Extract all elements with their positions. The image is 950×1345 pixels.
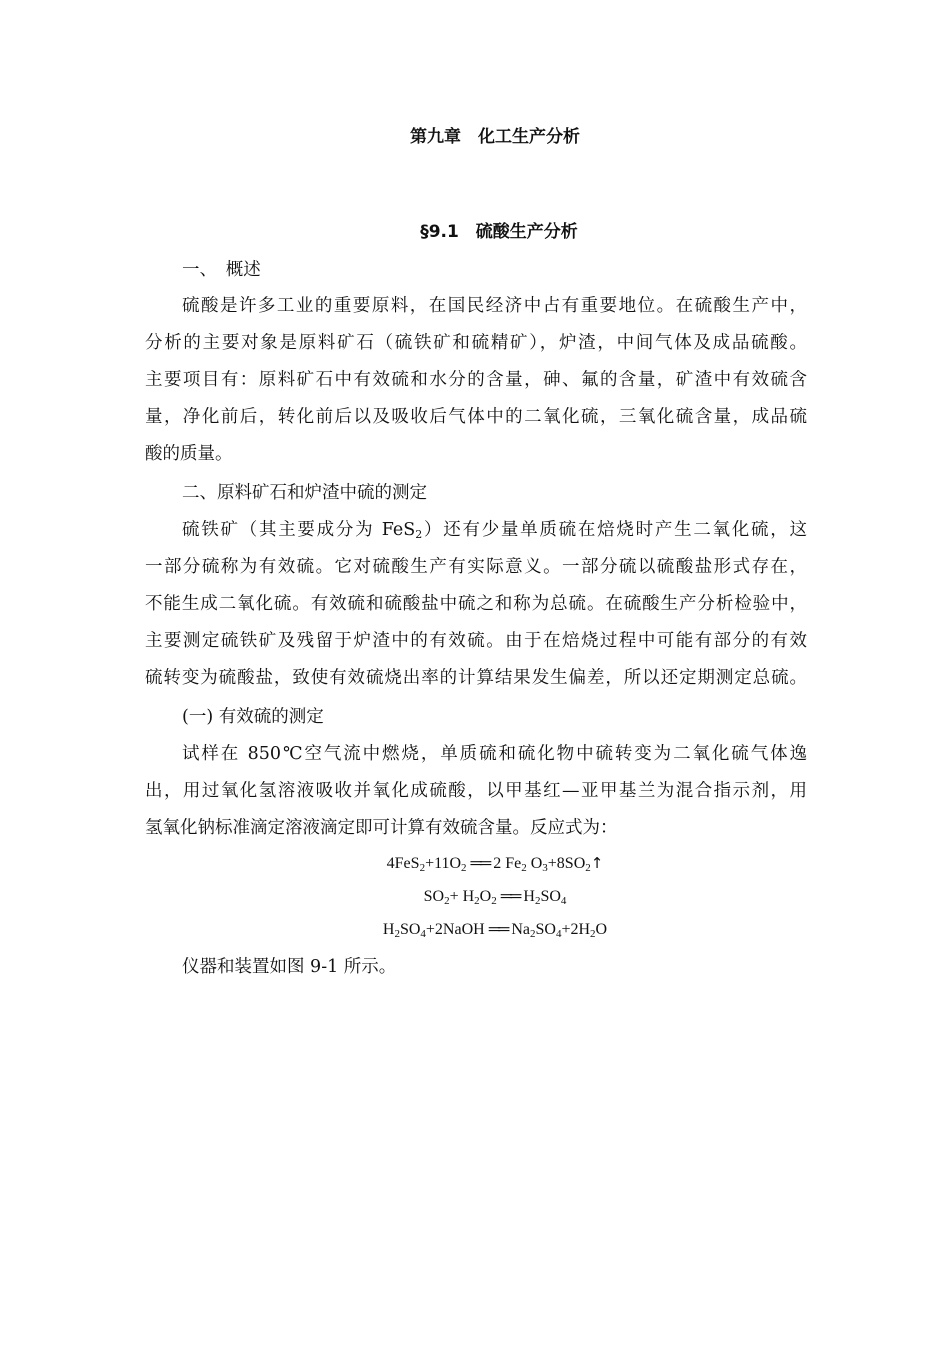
- heading-sulfur-determination: 二、原料矿石和炉渣中硫的测定: [182, 483, 427, 503]
- paragraph-line: 主要测定硫铁矿及残留于炉渣中的有效硫。由于在焙烧过程中可能有部分的有效: [145, 631, 807, 651]
- paragraph-line: 主要项目有：原料矿石中有效硫和水分的含量，砷、氟的含量，矿渣中有效硫含: [145, 370, 807, 390]
- section-title: §9.1 硫酸生产分析: [420, 222, 578, 242]
- heading-overview: 一、 概述: [182, 260, 261, 280]
- paragraph-line: 不能生成二氧化硫。有效硫和硫酸盐中硫之和称为总硫。在硫酸生产分析检验中，: [145, 594, 807, 614]
- paragraph-line: 酸的质量。: [145, 444, 233, 464]
- equation-titration: $H_2SO_4+2NaOH$ ══ $Na_2SO_4+2H_2O$: [382, 921, 608, 940]
- equation-oxidation: $SO_2+ H_2O_2$ ══ $H_2SO_4$: [423, 888, 567, 907]
- paragraph-line: 硫转变为硫酸盐，致使有效硫烧出率的计算结果发生偏差，所以还定期测定总硫。: [145, 668, 807, 688]
- paragraph-line: 硫铁矿（其主要成分为 FeS$_2$）还有少量单质硫在焙烧时产生二氧化硫，这: [182, 520, 808, 541]
- paragraph-line: 出，用过氧化氢溶液吸收并氧化成硫酸，以甲基红—亚甲基兰为混合指示剂，用: [145, 781, 807, 801]
- paragraph-line: 试样在 850℃空气流中燃烧，单质硫和硫化物中硫转变为二氧化硫气体逸: [182, 744, 807, 764]
- paragraph-line: 一部分硫称为有效硫。它对硫酸生产有实际意义。一部分硫以硫酸盐形式存在，: [145, 557, 807, 577]
- paragraph-line: 硫酸是许多工业的重要原料，在国民经济中占有重要地位。在硫酸生产中，: [182, 296, 807, 316]
- paragraph-line: 氢氧化钠标准滴定溶液滴定即可计算有效硫含量。反应式为：: [145, 818, 618, 838]
- paragraph-line: 分析的主要对象是原料矿石（硫铁矿和硫精矿），炉渣，中间气体及成品硫酸。: [145, 333, 807, 353]
- equation-roasting: $4FeS_2+11O_2$ ══ 2 $Fe_2$ $O_3+8SO_2↑$: [386, 854, 604, 874]
- chapter-title: 第九章 化工生产分析: [410, 127, 580, 147]
- heading-effective-sulfur: (一) 有效硫的测定: [182, 707, 324, 727]
- closing-line: 仪器和装置如图 9-1 所示。: [182, 957, 397, 977]
- paragraph-line: 量，净化前后，转化前后以及吸收后气体中的二氧化硫，三氧化硫含量，成品硫: [145, 407, 807, 427]
